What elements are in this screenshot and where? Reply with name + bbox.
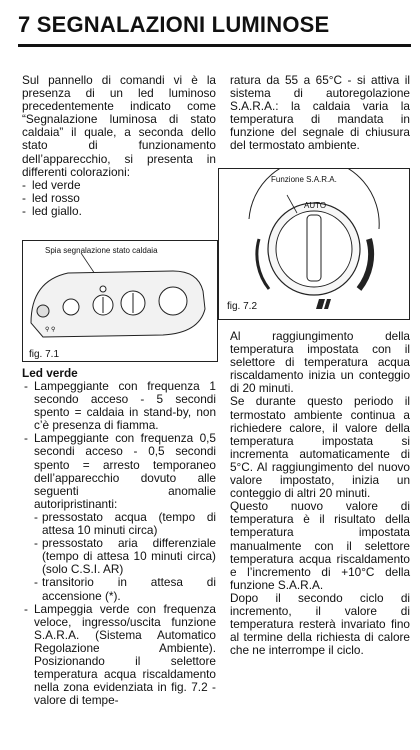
anomaly-item: - pressostato acqua (tempo di attesa 10 minuti circa)	[34, 511, 216, 537]
right-column-top	[230, 74, 410, 153]
anomaly-list	[34, 511, 216, 603]
color-item: - led verde	[22, 179, 216, 192]
anomaly-item: - transitorio in attesa di accensione (*).	[34, 576, 216, 602]
bullet-text: Lampeggiante con frequenza 0,5 secondi acceso - 0,5 secondi spento = arresto temporaneo dell’apparecchio dovuto alle seguenti anomalie autoripristinanti:	[34, 431, 216, 511]
figure-label: fig. 7.2	[227, 301, 258, 312]
figure-label: fig. 7.1	[29, 349, 60, 360]
bullet-item	[22, 432, 216, 602]
led-verde-list	[22, 380, 216, 707]
paragraph: Questo nuovo valore di temperatura è il risultato della temperatura impostata manualmente con il selettore temperatura acqua riscaldamento e l’incremento di +10°C della funzione S.A.R.A.	[230, 499, 410, 592]
page-title: 7 SEGNALAZIONI LUMINOSE	[18, 12, 330, 37]
svg-text:⚲ ⚲: ⚲ ⚲	[45, 327, 56, 333]
bullet-item: - Lampeggiante con frequenza 1 secondo acceso - 5 secondi spento = caldaia in stand-by, non c’è presenza di fiamma.	[22, 380, 216, 432]
paragraph: Al raggiungimento della temperatura impostata con il selettore di temperatura acqua riscaldamento inizia un conteggio di 20 minuti.	[230, 329, 410, 396]
figure-caption: Spia segnalazione stato caldaia	[45, 246, 158, 255]
led-verde-heading: Led verde	[22, 366, 78, 380]
continued-paragraph: ratura da 55 a 65°C - si attiva il sistema di autoregolazione S.A.R.A.: la caldaia varia la temperatura di mandata in funzione del segnale di chiusura del termostato ambiente.	[230, 73, 410, 153]
paragraph: Dopo il secondo ciclo di incremento, il valore di temperatura resterà invariato fino al termine della richiesta di calore che ne interrompe il ciclo.	[230, 590, 410, 658]
paragraph: Se durante questo periodo il termostato ambiente continua a richiedere calore, il valore della temperatura impostata si incrementa automaticamente di 5°C. Al raggiungimento del nuovo valore impostato, inizia un conteggio di altri 20 minuti.	[230, 394, 410, 501]
color-list	[22, 179, 216, 218]
auto-label: AUTO	[304, 201, 327, 210]
figure-7-1	[22, 240, 218, 362]
intro-paragraph: Sul pannello di comandi vi è la presenza di un led luminoso precedentemente indicato come “Segnalazione luminosa di stato caldaia” il quale, a seconda dello stato di funzionamento dell’apparecchio, si presenta in differenti colorazioni:	[22, 73, 216, 179]
figure-caption: Funzione S.A.R.A.	[271, 175, 337, 184]
title-rule	[18, 44, 411, 47]
anomaly-item: - pressostato aria differenziale (tempo di attesa 10 minuti circa) (solo C.S.I. AR)	[34, 537, 216, 576]
intro-column	[22, 74, 216, 218]
control-panel-drawing	[23, 241, 217, 361]
color-item: - led giallo.	[22, 205, 216, 218]
knob-drawing	[219, 169, 409, 319]
color-item: - led rosso	[22, 192, 216, 205]
bullet-item: - Lampeggia verde con frequenza veloce, ingresso/uscita funzione S.A.R.A. (Sistema Automatico Regolazione Ambiente). Posizionando il selettore temperatura acqua riscaldamento nella zona evidenziata in fig. 7.2 - valore di tempe-	[22, 603, 216, 708]
figure-7-2	[218, 168, 410, 320]
right-column	[230, 330, 410, 657]
